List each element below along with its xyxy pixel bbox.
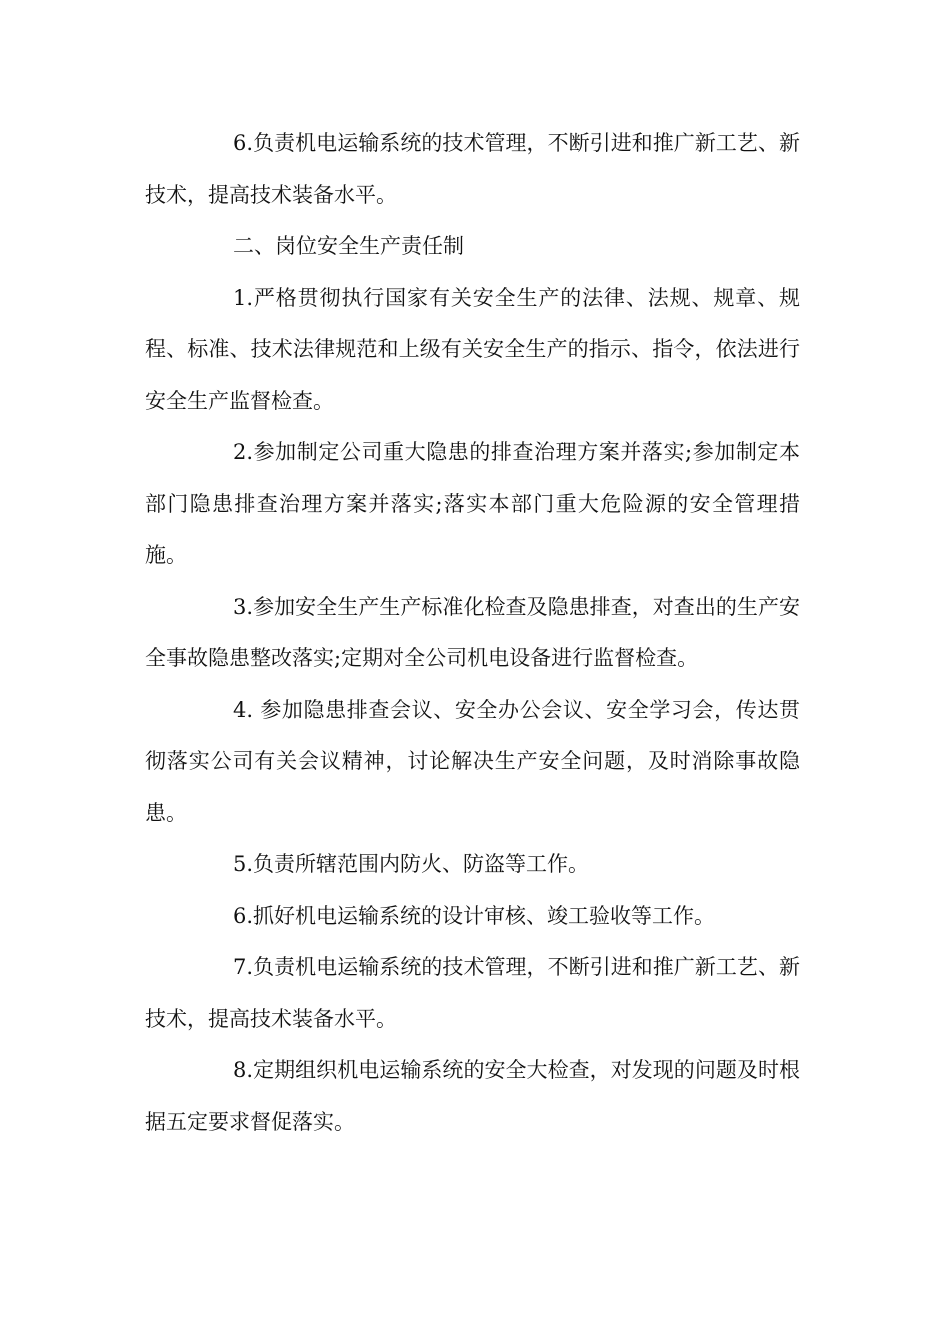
paragraph-item-3: 3.参加安全生产生产标准化检查及隐患排查，对查出的生产安全事故隐患整改落实;定期对全公司机电设备进行监督检查。 bbox=[145, 594, 800, 670]
section-heading-post-safety-responsibility: 二、岗位安全生产责任制 bbox=[233, 234, 464, 258]
paragraph-item-7: 7.负责机电运输系统的技术管理，不断引进和推广新工艺、新技术，提高技术装备水平。 bbox=[145, 955, 800, 1031]
paragraph-item-8: 8.定期组织机电运输系统的安全大检查，对发现的问题及时根据五定要求督促落实。 bbox=[145, 1058, 800, 1134]
paragraph-item-4: 4. 参加隐患排查会议、安全办公会议、安全学习会，传达贯彻落实公司有关会议精神，讨论解决生产安全问题，及时消除事故隐患。 bbox=[145, 697, 800, 825]
paragraph-item-6-tech-management: 6.负责机电运输系统的技术管理，不断引进和推广新工艺、新技术，提高技术装备水平。 bbox=[145, 131, 800, 207]
document-body bbox=[145, 118, 800, 1148]
paragraph-item-1: 1.严格贯彻执行国家有关安全生产的法律、法规、规章、规程、标准、技术法律规范和上级有关安全生产的指示、指令，依法进行安全生产监督检查。 bbox=[145, 285, 800, 413]
paragraph-item-2: 2.参加制定公司重大隐患的排查治理方案并落实;参加制定本部门隐患排查治理方案并落实;落实本部门重大危险源的安全管理措施。 bbox=[145, 440, 800, 567]
paragraph-item-5: 5.负责所辖范围内防火、防盗等工作。 bbox=[233, 852, 590, 876]
paragraph-item-6: 6.抓好机电运输系统的设计审核、竣工验收等工作。 bbox=[233, 903, 716, 928]
